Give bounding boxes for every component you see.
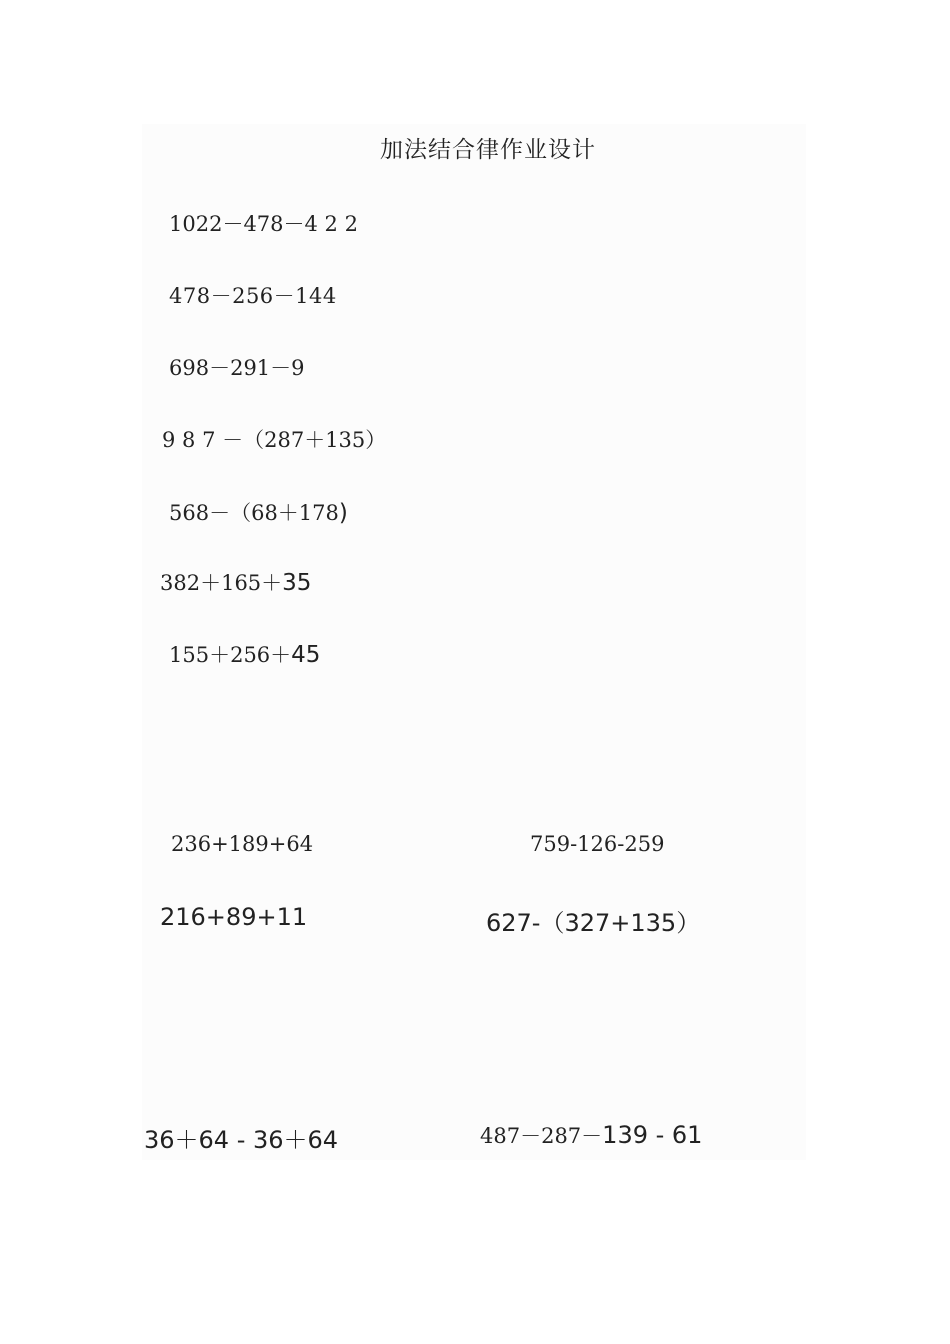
grid-left-2: 216+89+11 [160,903,308,931]
bottom-right-part2: 139 - 61 [602,1121,703,1149]
problem-7-main: 155＋256＋ [169,643,292,667]
problem-5-paren: ) [338,500,348,526]
problem-1: 1022－478－4 2 2 [169,212,358,236]
problem-5 [169,497,348,527]
problem-6 [160,567,311,597]
problem-6-main: 382＋165＋ [160,571,283,595]
problem-2: 478－256－144 [169,284,337,308]
bottom-right-part1: 487－287－ [480,1124,603,1148]
problem-4: 9 8 7 －（287＋135） [162,428,387,452]
problem-6-tail: 35 [282,570,312,596]
grid-right-1: 759-126-259 [530,832,665,856]
grid-right-2: 627-（327+135） [486,909,701,937]
problem-5-main: 568－（68＋178 [169,501,339,525]
bottom-right [480,1120,702,1150]
problem-7 [169,639,320,669]
worksheet-title: 加法结合律作业设计 [380,137,596,163]
bottom-left: 36＋64 - 36＋64 [144,1126,339,1154]
problem-3: 698－291－9 [169,356,305,380]
grid-left-1: 236+189+64 [171,832,314,856]
problem-7-tail: 45 [291,642,321,668]
